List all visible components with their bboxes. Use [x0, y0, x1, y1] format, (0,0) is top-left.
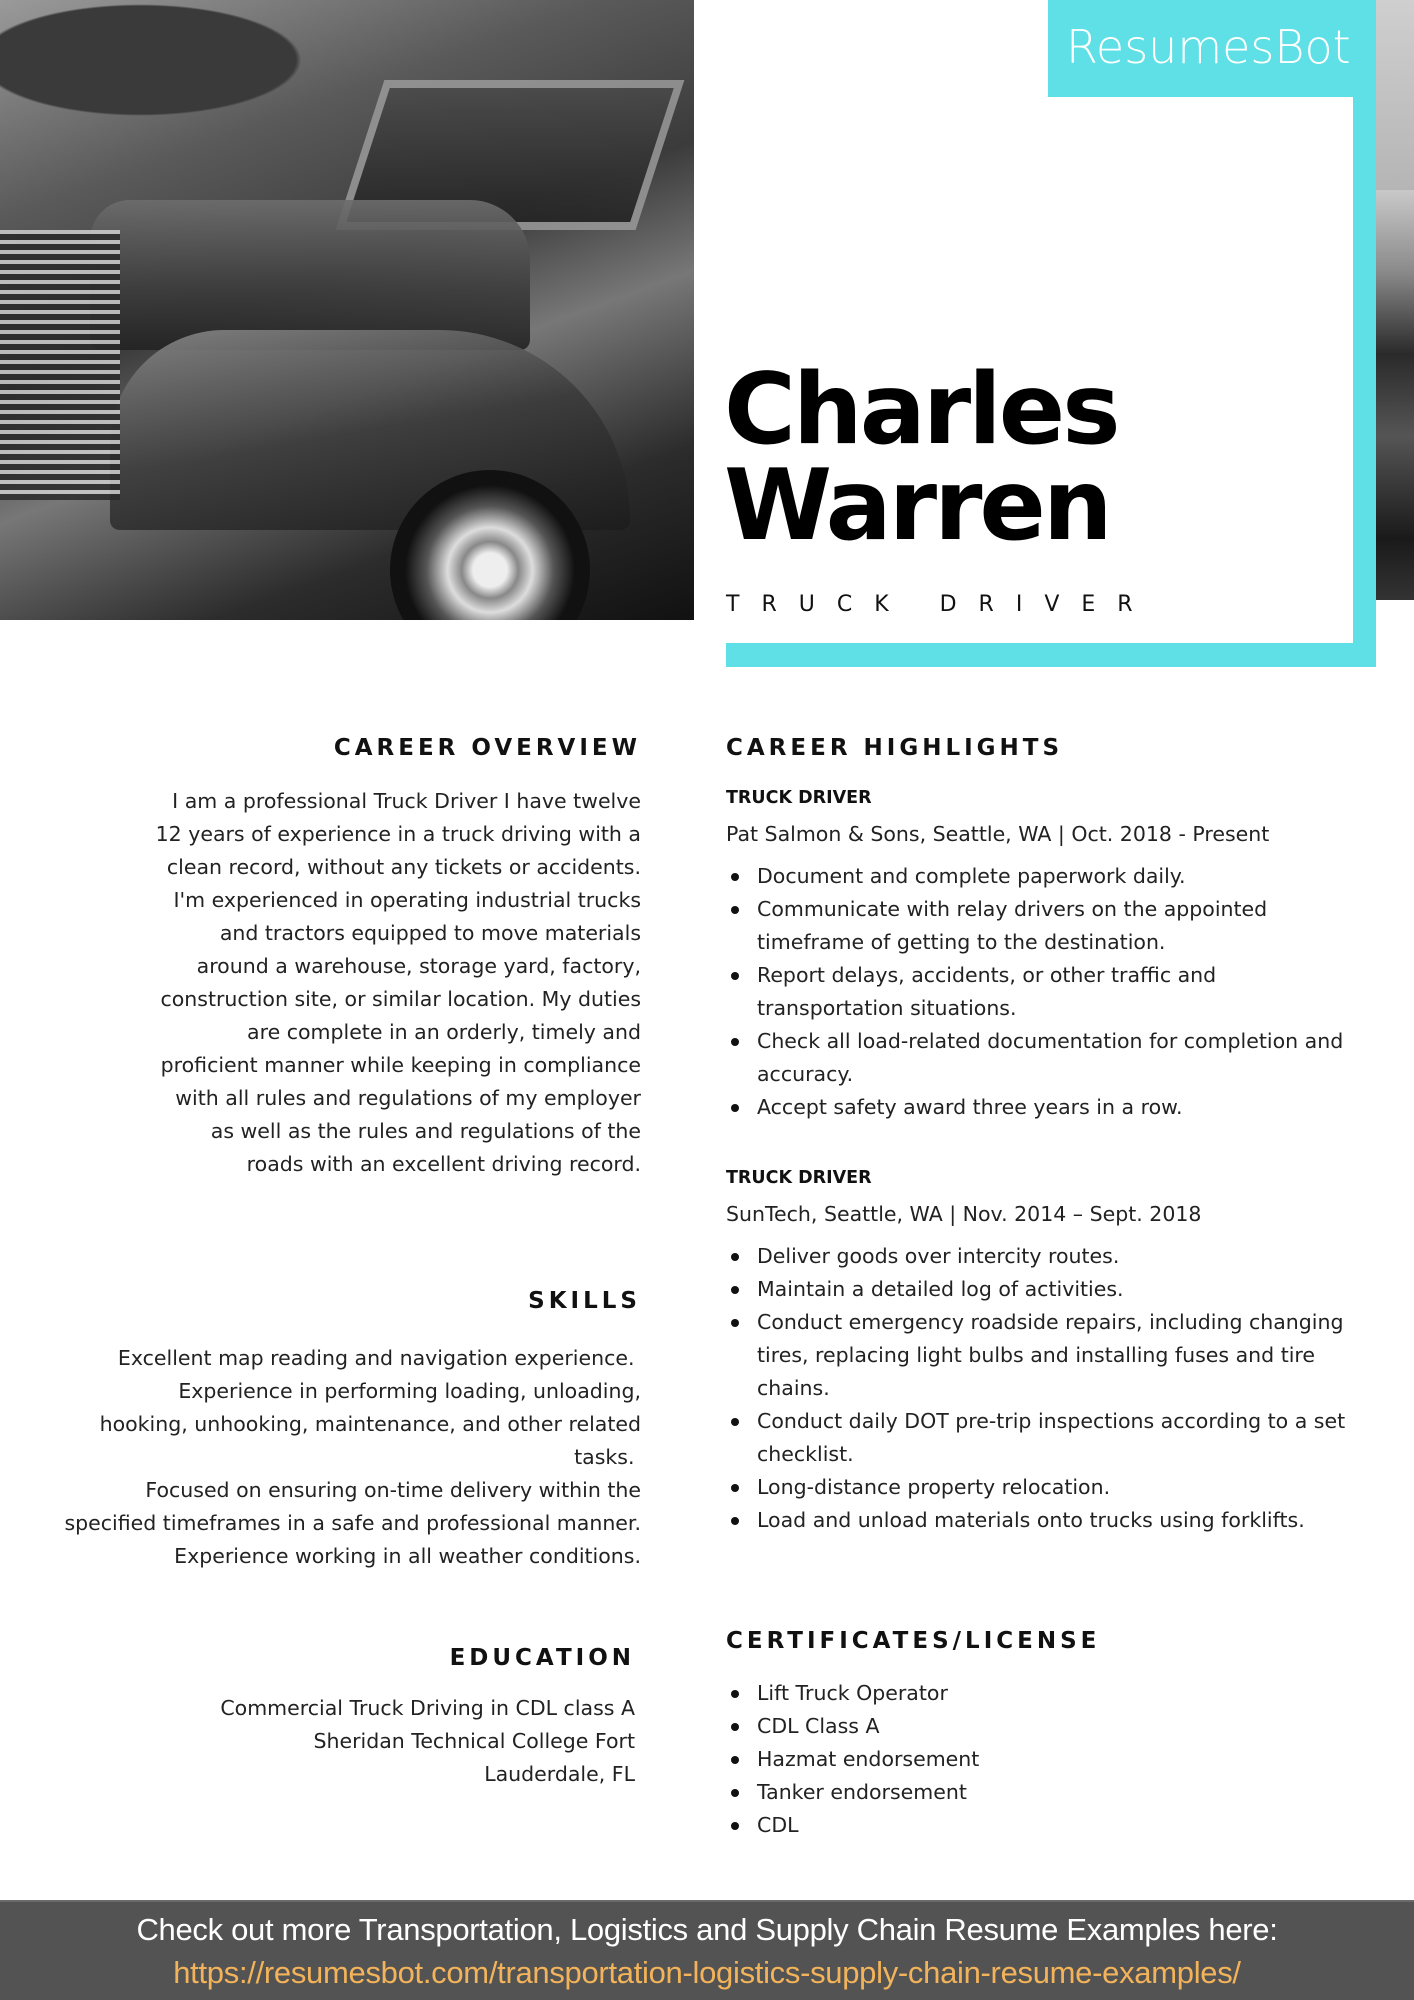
job-entry: [726, 1168, 1346, 1537]
education-details: [30, 1692, 635, 1791]
job-entry: [726, 788, 1346, 1124]
certificates-list: [726, 1677, 1346, 1842]
job-duty: Maintain a detailed log of activities.: [726, 1273, 1346, 1306]
job-duty: Document and complete paperwork daily.: [726, 860, 1346, 893]
skill-item: Experience working in all weather conditions.: [174, 1544, 641, 1568]
truck-photo: [0, 0, 694, 620]
certificate-item: Tanker endorsement: [726, 1776, 1346, 1809]
first-name: Charles: [724, 353, 1118, 467]
job-duty: Conduct emergency roadside repairs, including changing tires, replacing light bulbs and installing fuses and tire chains.: [726, 1306, 1346, 1405]
job-duty: Accept safety award three years in a row.: [726, 1091, 1346, 1124]
skill-item: Focused on ensuring on-time delivery within the specified timeframes in a safe and professional manner.: [64, 1478, 648, 1535]
accent-frame-bottom: [726, 643, 1376, 667]
career-highlights-heading: CAREER HIGHLIGHTS: [726, 735, 1064, 761]
job-duty: Deliver goods over intercity routes.: [726, 1240, 1346, 1273]
background-photo-strip: [1376, 190, 1414, 600]
job-duties-list: [726, 1240, 1346, 1537]
last-name: Warren: [724, 449, 1110, 563]
career-overview-text: I am a professional Truck Driver I have twelve 12 years of experience in a truck driving with a clean record, without any tickets or accidents. I'm experienced in operating industrial trucks and tractors equipped to move materials around a warehouse, storage yard, factory, construction site, or similar location. My duties are complete in an orderly, timely and proficient manner while keeping in compliance with all rules and regulations of my employer as well as the rules and regulations of the roads with an excellent driving record.: [155, 789, 641, 1176]
brand-logo: ResumesBot: [1066, 20, 1351, 74]
education-line: Sheridan Technical College Fort: [313, 1729, 635, 1753]
truck-hood-shape: [90, 200, 530, 350]
education-line: Lauderdale, FL: [484, 1762, 635, 1786]
career-overview-heading: CAREER OVERVIEW: [333, 735, 641, 761]
job-duty: Report delays, accidents, or other traffic and transportation situations.: [726, 959, 1346, 1025]
job-employer-dates: SunTech, Seattle, WA | Nov. 2014 – Sept. 2018: [726, 1202, 1202, 1226]
candidate-name: [724, 353, 1118, 563]
accent-frame-right: [1353, 97, 1376, 667]
skills-heading: SKILLS: [528, 1288, 641, 1314]
education-heading: EDUCATION: [449, 1645, 635, 1671]
job-duty: Check all load-related documentation for completion and accuracy.: [726, 1025, 1346, 1091]
job-title: TRUCK DRIVER: [726, 788, 872, 808]
footer-link[interactable]: https://resumesbot.com/transportation-logistics-supply-chain-resume-examples/: [173, 1955, 1241, 1990]
skill-item: Experience in performing loading, unloading, hooking, unhooking, maintenance, and other related tasks.: [99, 1379, 648, 1469]
certificate-item: CDL Class A: [726, 1710, 1346, 1743]
job-duty: Load and unload materials onto trucks using forklifts.: [726, 1504, 1346, 1537]
truck-grille-shape: [0, 230, 120, 500]
certificates-heading: CERTIFICATES/LICENSE: [726, 1628, 1101, 1654]
job-duty: Communicate with relay drivers on the appointed timeframe of getting to the destination.: [726, 893, 1346, 959]
background-photo-strip-top: [1376, 0, 1414, 190]
skill-item: Excellent map reading and navigation experience.: [117, 1346, 641, 1370]
job-duties-list: [726, 860, 1346, 1124]
footer-promo-text: Check out more Transportation, Logistics and Supply Chain Resume Examples here:: [136, 1912, 1278, 1947]
certificate-item: Lift Truck Operator: [726, 1677, 1346, 1710]
certificate-item: Hazmat endorsement: [726, 1743, 1346, 1776]
certificate-item: CDL: [726, 1809, 1346, 1842]
job-duty: Long-distance property relocation.: [726, 1471, 1346, 1504]
job-title-subtitle: TRUCK DRIVER: [726, 592, 1155, 617]
skills-list: [30, 1342, 648, 1573]
education-line: Commercial Truck Driving in CDL class A: [220, 1696, 635, 1720]
job-duty: Conduct daily DOT pre-trip inspections according to a set checklist.: [726, 1405, 1346, 1471]
footer-banner: [0, 1900, 1414, 2000]
job-employer-dates: Pat Salmon & Sons, Seattle, WA | Oct. 2018 - Present: [726, 822, 1270, 846]
job-title: TRUCK DRIVER: [726, 1168, 872, 1188]
